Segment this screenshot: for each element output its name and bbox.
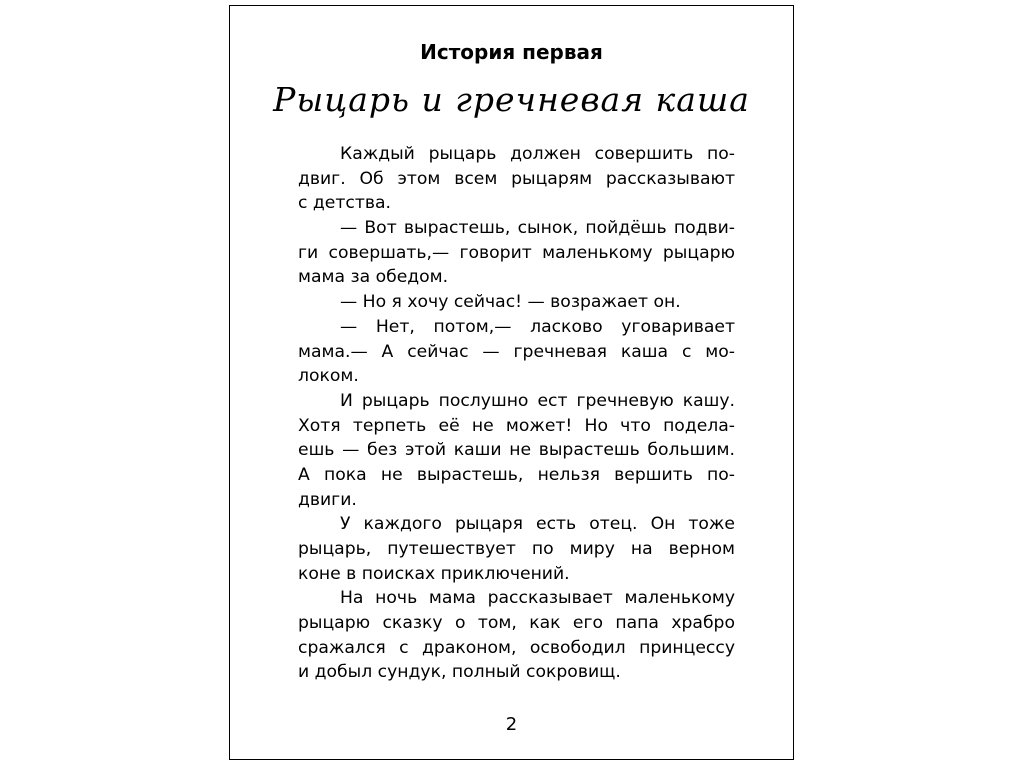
text-line: Каждый рыцарь должен совершить по- (340, 144, 735, 164)
text-line: На ночь мама рассказывает маленькому (340, 588, 735, 609)
text-line: коне в поисках приключений. (298, 563, 570, 584)
text-line: мама.— А сейчас — гречневая каша с мо- (298, 341, 735, 362)
text-line: — Нет, потом,— ласково уговаривает (340, 316, 735, 337)
text-line: — Но я хочу сейчас! — возражает он. (340, 292, 681, 313)
text-line: У каждого рыцаря есть отец. Он тоже (340, 514, 735, 535)
chapter-label: История первая (420, 40, 603, 64)
text-line: и добыл сундук, полный сокровищ. (298, 662, 621, 683)
text-line: сражался с драконом, освободил принцессу (298, 637, 735, 658)
text-line: мама за обедом. (298, 267, 449, 288)
page-number: 2 (505, 714, 518, 735)
text-line: локом. (298, 366, 359, 387)
text-line: ги совершать,— говорит маленькому рыцарю (298, 242, 735, 263)
story-title: Рыцарь и гречневая каша (273, 80, 750, 119)
text-line: — Вот вырастешь, сынок, пойдёшь подви- (340, 218, 735, 239)
text-line: двиг. Об этом всем рыцарям рассказывают (298, 168, 735, 189)
story-text (298, 142, 735, 685)
text-line: с детства. (298, 193, 391, 214)
text-line: Хотя терпеть её не может! Но что подела- (298, 415, 735, 436)
text-line: ешь — без этой каши не вырастешь большим. (298, 440, 735, 461)
text-line: А пока не вырастешь, нельзя вершить по- (298, 464, 735, 485)
text-line: рыцарю сказку о том, как его папа храбро (298, 613, 735, 634)
text-line: рыцарь, путешествует по миру на верном (298, 539, 735, 559)
book-page (229, 5, 794, 760)
text-line: двиги. (298, 489, 357, 510)
text-line: И рыцарь послушно ест гречневую кашу. (340, 390, 735, 411)
